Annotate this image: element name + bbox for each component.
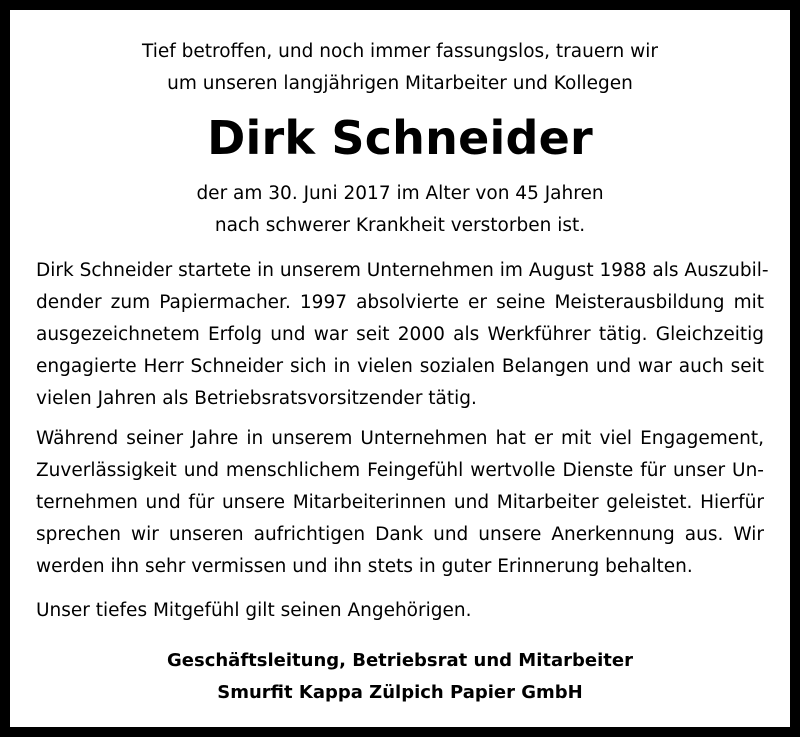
intro-line-2: um unseren langjährigen Mitarbeiter und Kollegen xyxy=(167,73,633,94)
company-name: Smurfit Kappa Zülpich Papier GmbH xyxy=(217,682,583,703)
intro-text xyxy=(36,36,764,100)
tribute-line: sprechen wir unseren aufrichtigen Dank und unsere Anerkennung aus. Wir xyxy=(36,524,764,545)
tribute-line: Zuverlässigkeit und menschlichem Feingefühl wertvolle Dienste für unser Un- xyxy=(36,460,764,481)
tribute-line: Während seiner Jahre in unserem Unternehmen hat er mit viel Engagement, xyxy=(36,428,764,449)
signature-block xyxy=(36,645,764,709)
career-line: engagierte Herr Schneider sich in vielen sozialen Belangen und war auch seit xyxy=(36,356,764,377)
career-paragraph xyxy=(36,255,769,415)
career-line: vielen Jahren als Betriebsratsvorsitzender tätig. xyxy=(36,388,477,409)
intro-line-1: Tief betroffen, und noch immer fassungslos, trauern wir xyxy=(142,41,658,62)
signature-line-1: Geschäftsleitung, Betriebsrat und Mitarbeiter xyxy=(167,650,633,671)
tribute-paragraph xyxy=(36,423,764,583)
deceased-name: Dirk Schneider xyxy=(207,111,593,165)
condolence-text: Unser tiefes Mitgefühl gilt seinen Angehörigen. xyxy=(36,600,472,621)
death-details xyxy=(36,178,764,242)
death-line-1: der am 30. Juni 2017 im Alter von 45 Jahren xyxy=(196,183,604,204)
career-line: Dirk Schneider startete in unserem Unternehmen im August 1988 als Auszubil- xyxy=(36,260,769,281)
career-line: ausgezeichnetem Erfolg und war seit 2000 als Werkführer tätig. Gleichzeitig xyxy=(36,324,764,345)
tribute-line: ternehmen und für unsere Mitarbeiterinnen und Mitarbeiter geleistet. Hierfür xyxy=(36,492,764,513)
tribute-line: werden ihn sehr vermissen und ihn stets in guter Erinnerung behalten. xyxy=(36,556,693,577)
career-line: dender zum Papiermacher. 1997 absolvierte er seine Meisterausbildung mit xyxy=(36,292,764,313)
death-line-2: nach schwerer Krankheit verstorben ist. xyxy=(214,215,586,236)
